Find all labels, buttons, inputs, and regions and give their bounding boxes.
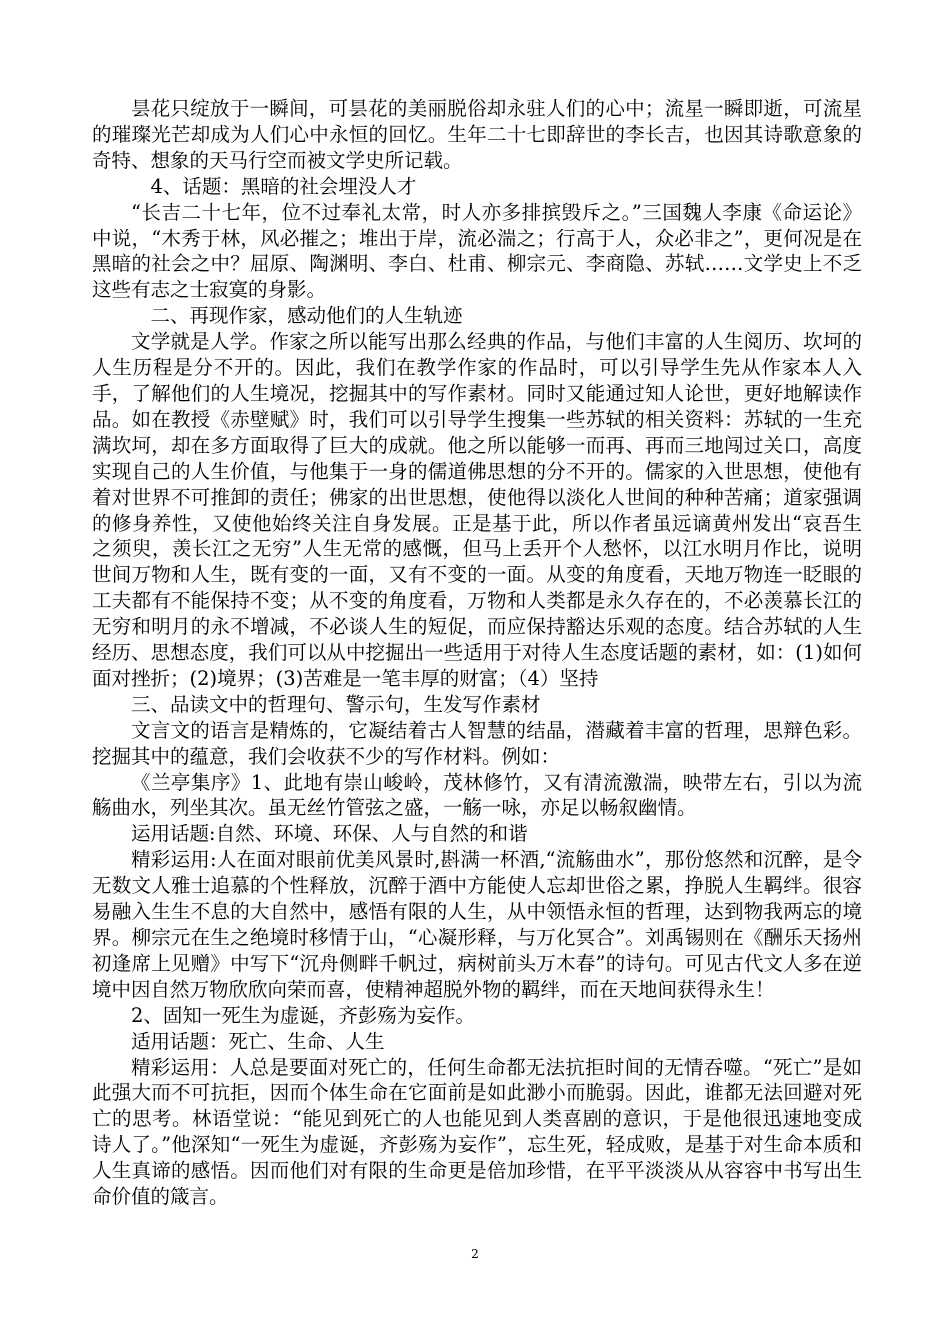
page-number: 2 [471, 1247, 479, 1261]
paragraph-lanting-quote: 《兰亭集序》1、此地有崇山峻岭，茂林修竹，又有清流激湍，映带左右，引以为流觞曲水，列坐其次。虽无丝竹管弦之盛，一觞一咏，亦足以畅叙幽情。 [92, 770, 862, 820]
paragraph-changji: “长吉二十七年，位不过奉礼太常，时人亦多排摈毁斥之。”三国魏人李康《命运论》中说，“木秀于林，风必摧之；堆出于岸，流必湍之；行高于人，众必非之”，更何况是在黑暗的社会之中？屈原、陶渊明、李白、杜甫、柳宗元、李商隐、苏轼……文学史上不乏这些有志之士寂寞的身影。 [92, 200, 862, 302]
paragraph-topic-nature: 运用话题:自然、环境、环保、人与自然的和谐 [131, 822, 528, 846]
paragraph-literature: 文学就是人学。作家之所以能写出那么经典的作品，与他们丰富的人生阅历、坎坷的人生历程是分不开的。因此，我们在教学作家的作品时，可以引导学生先从作家本人入手，了解他们的人生境况，挖掘其中的写作素材。同时又能通过知人论世，更好地解读作品。如在教授《赤壁赋》时，我们可以引导学生搜集一些苏轼的相关资料：苏轼的一生充满坎坷，却在多方面取得了巨大的成就。他之所以能够一而再、再而三地闯过关口，高度实现自己的人生价值，与他集于一身的儒道佛思想的分不开的。儒家的入世思想，使他有着对世界不可推卸的责任；佛家的出世思想，使他得以淡化人世间的种种苦痛；道家强调的修身养性，又使他始终关注自身发展。正是基于此，所以作者虽远谪黄州发出“哀吾生之须臾，羡长江之无穷”人生无常的感慨，但马上丢开个人愁怀，以江水明月作比，说明世间万物和人生，既有变的一面，又有不变的一面。从变的角度看，天地万物连一眨眼的工夫都有不能保持不变；从不变的角度看，万物和人类都是永久存在的，不必羡慕长江的无穷和明月的永不增减，不必谈人生的短促，而应保持豁达乐观的态度。结合苏轼的人生经历、思想态度，我们可以从中挖掘出一些适用于对待人生态度话题的素材，如：(1)如何面对挫折；(2)境界；(3)苦难是一笔丰厚的财富；（4）坚持 [92, 330, 862, 690]
heading-section-3: 三、品读文中的哲理句、警示句，生发写作素材 [131, 692, 541, 716]
heading-topic-4: 4、话题：黑暗的社会埋没人才 [150, 174, 417, 198]
heading-section-2: 二、再现作家，感动他们的人生轨迹 [150, 304, 463, 328]
paragraph-tanhua: 昙花只绽放于一瞬间，可昙花的美丽脱俗却永驻人们的心中；流星一瞬即逝，可流星的璀璨光芒却成为人们心中永恒的回忆。生年二十七即辞世的李长吉，也因其诗歌意象的奇特、想象的天马行空而被文学史所记载。 [92, 97, 862, 172]
paragraph-classical-language: 文言文的语言是精炼的，它凝结着古人智慧的结晶，潜藏着丰富的哲理，思辩色彩。挖掘其中的蕴意，我们会收获不少的写作材料。例如： [92, 718, 862, 768]
paragraph-quote-2: 2、固知一死生为虚诞，齐彭殇为妄作。 [131, 1003, 475, 1027]
paragraph-topic-death: 适用话题：死亡、生命、人生 [131, 1029, 385, 1053]
body-text [92, 96, 862, 1210]
paragraph-usage-nature: 精彩运用:人在面对眼前优美风景时,斟满一杯酒,“流觞曲水”，那份悠然和沉醉，是令无数文人雅士追慕的个性释放，沉醉于酒中方能使人忘却世俗之累，挣脱人生羁绊。很容易融入生生不息的大自然中，感悟有限的人生，从中领悟永恒的哲理，达到物我两忘的境界。柳宗元在生之绝境时移情于山，“心凝形释，与万化冥合”。刘禹锡则在《酬乐天扬州初逢席上见赠》中写下“沉舟侧畔千帆过，病树前头万木春”的诗句。可见古代文人多在逆境中因自然万物欣欣向荣而喜，使精神超脱外物的羁绊，而在天地间获得永生！ [92, 848, 862, 1001]
paragraph-usage-death: 精彩运用：人总是要面对死亡的，任何生命都无法抗拒时间的无情吞噬。“死亡”是如此强大而不可抗拒，因而个体生命在它面前是如此渺小而脆弱。因此，谁都无法回避对死亡的思考。林语堂说：“能见到死亡的人也能见到人类喜剧的意识，于是他很迅速地变成诗人了。”他深知“一死生为虚诞，齐彭殇为妄作”，忘生死，轻成败，是基于对生命本质和人生真谛的感悟。因而他们对有限的生命更是倍加珍惜，在平平淡淡从从容容中书写出生命价值的箴言。 [92, 1055, 862, 1209]
